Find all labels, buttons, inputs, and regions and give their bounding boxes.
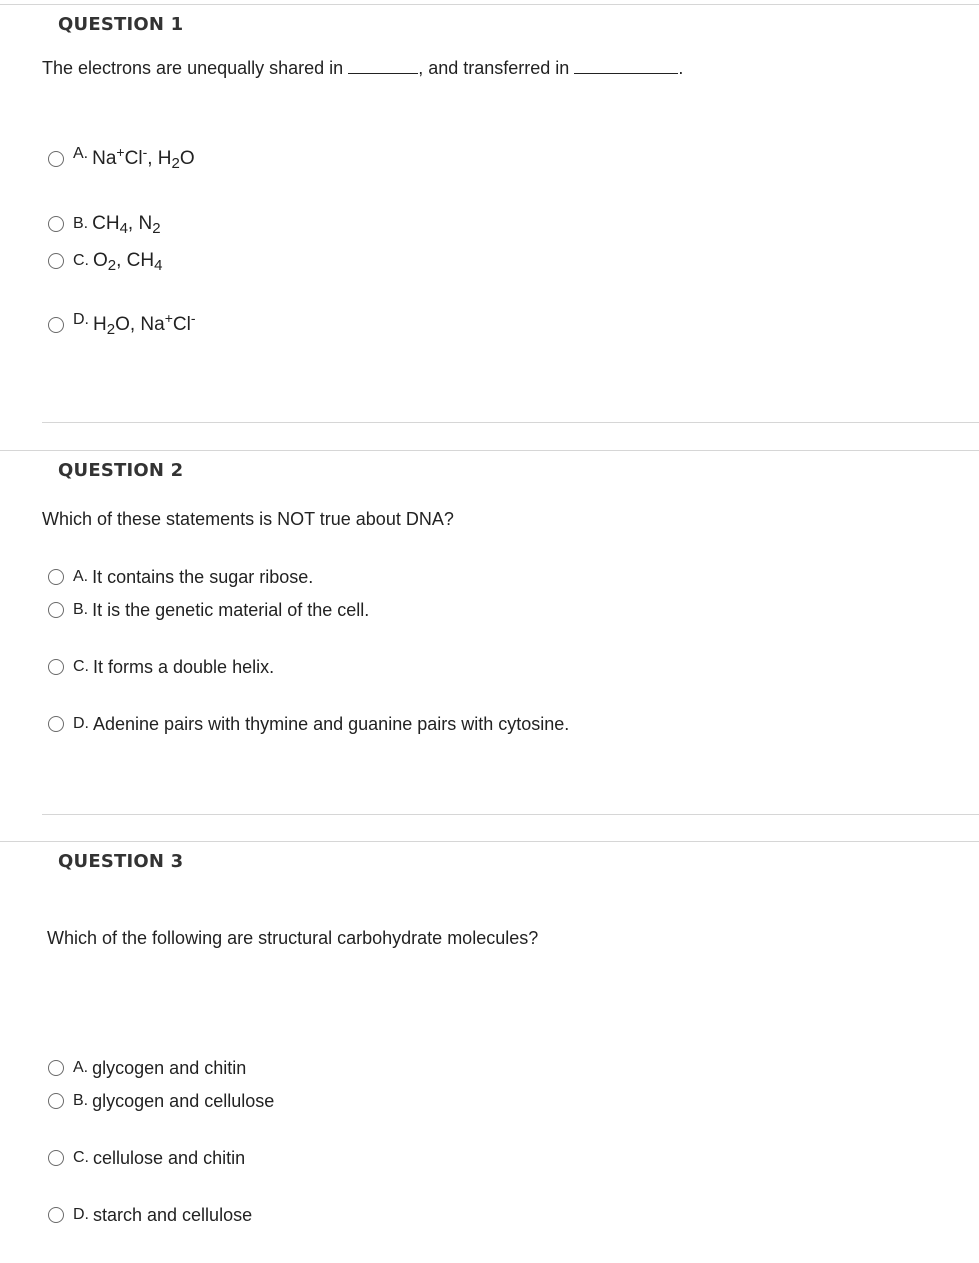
question-3-prompt: Which of the following are structural carbohydrate molecules?: [47, 928, 539, 948]
option-letter: C.: [73, 252, 89, 269]
question-2-top-divider: [0, 450, 979, 451]
option-text: Na+Cl-, $H_2O$: [92, 144, 195, 172]
option-text: starch and cellulose: [93, 1204, 253, 1225]
answer-blank-1: [348, 57, 418, 74]
question-2-end-divider: [42, 814, 979, 815]
option-text: It forms a double helix.: [93, 656, 275, 677]
option-text: cellulose and chitin: [93, 1147, 246, 1168]
question-2-prompt: Which of these statements is NOT true about DNA?: [42, 509, 454, 529]
q3-option-c[interactable]: [48, 1146, 245, 1170]
option-text: $H_2O$, Na+Cl-: [93, 310, 196, 338]
q1-option-b[interactable]: [48, 212, 161, 236]
prompt-text-end: .: [678, 58, 684, 78]
option-letter: D.: [73, 311, 89, 328]
prompt-text-1: The electrons are unequally shared in: [42, 58, 344, 78]
option-letter: B.: [73, 1092, 89, 1109]
option-text: $CH_4$, $N_2$: [92, 213, 161, 237]
q2-option-b[interactable]: [48, 598, 369, 622]
question-1-title: QUESTION 1: [58, 14, 184, 35]
radio-button[interactable]: [48, 569, 64, 585]
radio-button[interactable]: [48, 317, 64, 333]
option-text: glycogen and chitin: [92, 1057, 247, 1078]
option-letter: A.: [73, 568, 89, 585]
q1-option-c[interactable]: [48, 249, 162, 273]
question-1-end-divider: [42, 422, 979, 423]
prompt-text-2: , and transferred in: [418, 58, 570, 78]
radio-button[interactable]: [48, 716, 64, 732]
radio-button[interactable]: [48, 602, 64, 618]
option-text: $O_2$, $CH_4$: [93, 250, 163, 274]
option-letter: D.: [73, 715, 89, 732]
radio-button[interactable]: [48, 1207, 64, 1223]
option-letter: C.: [73, 658, 89, 675]
q2-option-a[interactable]: [48, 565, 313, 589]
option-text: It contains the sugar ribose.: [92, 566, 314, 587]
q1-option-d[interactable]: [48, 310, 196, 338]
question-1-prompt: [42, 57, 683, 79]
option-text: glycogen and cellulose: [92, 1090, 275, 1111]
q1-option-a[interactable]: [48, 144, 195, 172]
option-text: It is the genetic material of the cell.: [92, 599, 370, 620]
q2-option-d[interactable]: [48, 712, 569, 736]
q3-option-b[interactable]: [48, 1089, 274, 1113]
option-letter: A.: [73, 1059, 89, 1076]
radio-button[interactable]: [48, 1150, 64, 1166]
radio-button[interactable]: [48, 1093, 64, 1109]
radio-button[interactable]: [48, 253, 64, 269]
option-letter: D.: [73, 1206, 89, 1223]
option-text: Adenine pairs with thymine and guanine pairs with cytosine.: [93, 713, 570, 734]
question-3-title: QUESTION 3: [58, 851, 184, 872]
radio-button[interactable]: [48, 216, 64, 232]
option-letter: B.: [73, 215, 89, 232]
answer-blank-2: [574, 57, 678, 74]
question-3-top-divider: [0, 841, 979, 842]
top-divider: [0, 4, 979, 5]
q3-option-d[interactable]: [48, 1203, 252, 1227]
radio-button[interactable]: [48, 1060, 64, 1076]
option-letter: A.: [73, 145, 89, 162]
radio-button[interactable]: [48, 151, 64, 167]
q3-option-a[interactable]: [48, 1056, 246, 1080]
option-letter: B.: [73, 601, 89, 618]
radio-button[interactable]: [48, 659, 64, 675]
q2-option-c[interactable]: [48, 655, 274, 679]
question-2-title: QUESTION 2: [58, 460, 184, 481]
option-letter: C.: [73, 1149, 89, 1166]
